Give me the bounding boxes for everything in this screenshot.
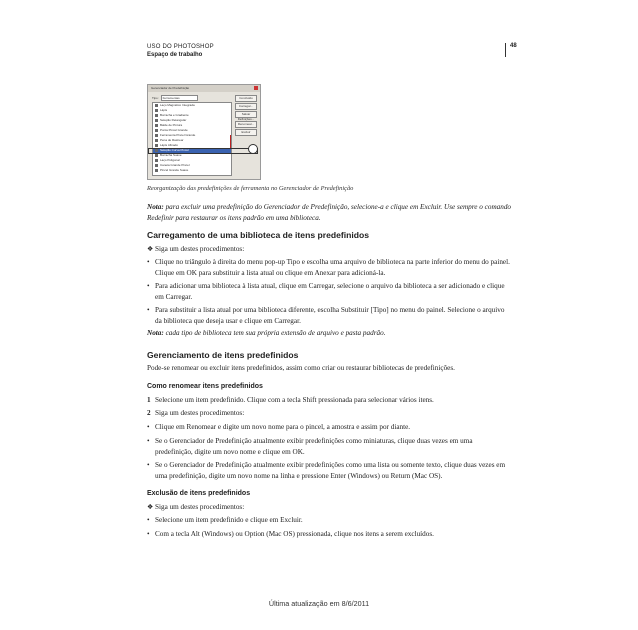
drag-cursor-icon <box>248 144 258 154</box>
note-paragraph: Nota: cada tipo de biblioteca tem sua própria extensão de arquivo e pasta padrão. <box>147 329 386 337</box>
bullet-icon: • <box>147 306 150 314</box>
page-number: 48 <box>505 43 517 57</box>
list-item: • Selecione um item predefinido e clique em Excluir. <box>147 516 303 524</box>
list-item: Lápis <box>153 108 231 113</box>
list-item: Balde de Pintura <box>153 123 231 128</box>
list-item: Seleção Retangular <box>153 118 231 123</box>
bullet-icon: • <box>147 423 150 431</box>
subsection-heading-rename: Como renomear itens predefinidos <box>147 383 263 390</box>
list-item: • Se o Gerenciador de Predefinição atualmente exibir predefinições como miniaturas, clique duas vezes em uma predefinição, digite um novo nome e clique em OK. <box>147 437 473 456</box>
list-item: Borracha Suave <box>153 153 231 158</box>
drag-arrow-icon <box>230 135 231 149</box>
tipo-row: Tipo: Ferramentas <box>152 95 198 101</box>
list-item: • Para substituir a lista atual por uma biblioteca diferente, escolha Substituir [Tipo] no menu do painel. Selecione o arquivo da biblioteca que deseja usar e clique em Carregar. <box>147 306 505 325</box>
section-title: Espaço de trabalho <box>147 52 203 58</box>
list-item: Laço Magnético Integrada <box>153 103 231 108</box>
list-item: Laço Poligonal <box>153 158 231 163</box>
save-set-button: Salvar Definições... <box>235 111 257 118</box>
list-item: Ferramenta Pincel Grande <box>153 133 231 138</box>
bullet-icon: • <box>147 258 150 266</box>
preset-manager-screenshot <box>147 84 261 180</box>
list-item-selected: Seleção Curva Pincel <box>153 148 231 153</box>
step-1: 1 Selecione um item predefinido. Clique com a tecla Shift pressionada para selecionar vários itens. <box>147 396 434 404</box>
procedure-lead: ❖ Siga um destes procedimentos: <box>147 503 245 511</box>
list-item: • Para adicionar uma biblioteca à lista atual, clique em Carregar, selecione o arquivo da biblioteca a ser adicionado e clique em Carregar. <box>147 282 505 301</box>
bullet-icon: • <box>147 516 150 524</box>
bullet-icon: • <box>147 282 150 290</box>
list-item: • Se o Gerenciador de Predefinição atualmente exibir predefinições como uma lista ou somente texto, clique duas vezes em uma predefinição, digite um novo nome na linha e pressione Enter (Windows) ou Return (Mac OS). <box>147 461 506 480</box>
list-item: • Clique em Renomear e digite um novo nome para o pincel, a amostra e assim por diante. <box>147 423 411 431</box>
list-item: Caneta Grande Pincel <box>153 163 231 168</box>
section-intro: Pode-se renomear ou excluir itens predefinidos, assim como criar ou restaurar bibliotecas de predefinições. <box>147 364 455 372</box>
bullet-icon: • <box>147 461 150 469</box>
figure-caption: Reorganização das predefinições de ferramenta no Gerenciador de Predefinição <box>147 185 354 192</box>
load-button: Carregar... <box>235 103 257 110</box>
preset-list <box>152 102 232 176</box>
drag-indicator <box>148 148 258 154</box>
done-button: Concluído <box>235 95 257 102</box>
close-icon <box>254 86 258 90</box>
list-item: Pena de Rastrear <box>153 138 231 143</box>
subsection-heading-delete: Exclusão de itens predefinidos <box>147 490 251 497</box>
dialog-title: Gerenciador de Predefinição <box>148 85 260 92</box>
tipo-select: Ferramentas <box>161 95 198 101</box>
list-item: Borracha e Gradiente <box>153 113 231 118</box>
list-item: Lápis Afinado <box>153 143 231 148</box>
list-item: Ponta Pincel Grande <box>153 128 231 133</box>
rename-button: Renomear... <box>235 121 257 128</box>
list-item: • Com a tecla Alt (Windows) ou Option (Mac OS) pressionada, clique nos itens a serem excluídos. <box>147 530 434 538</box>
list-item: • Clique no triângulo à direita do menu pop-up Tipo e escolha uma arquivo de biblioteca na parte inferior do menu do painel. Clique em OK para substituir a lista atual ou clique em Anexar para adicioná-la. <box>147 258 510 277</box>
section-heading-manage: Gerenciamento de itens predefinidos <box>147 350 299 360</box>
step-2: 2 Siga um destes procedimentos: <box>147 409 245 417</box>
procedure-lead: ❖ Siga um destes procedimentos: <box>147 245 245 253</box>
list-item: Pincel Grande Suave <box>153 168 231 173</box>
document-title: USO DO PHOTOSHOP <box>147 44 214 50</box>
diamond-bullet-icon: ❖ <box>147 503 154 511</box>
bullet-icon: • <box>147 530 150 538</box>
diamond-bullet-icon: ❖ <box>147 245 154 253</box>
page-header <box>147 43 214 59</box>
page-footer: Última atualização em 8/6/2011 <box>268 599 370 608</box>
section-heading-load: Carregamento de uma biblioteca de itens predefinidos <box>147 230 370 240</box>
bullet-icon: • <box>147 437 150 445</box>
note-paragraph: Nota: para excluir uma predefinição do Gerenciador de Predefinição, selecione-a e clique em Excluir. Use sempre o comando Redefinir para restaurar os itens padrão em uma biblioteca. <box>147 203 512 222</box>
delete-button: Excluir <box>235 129 257 136</box>
